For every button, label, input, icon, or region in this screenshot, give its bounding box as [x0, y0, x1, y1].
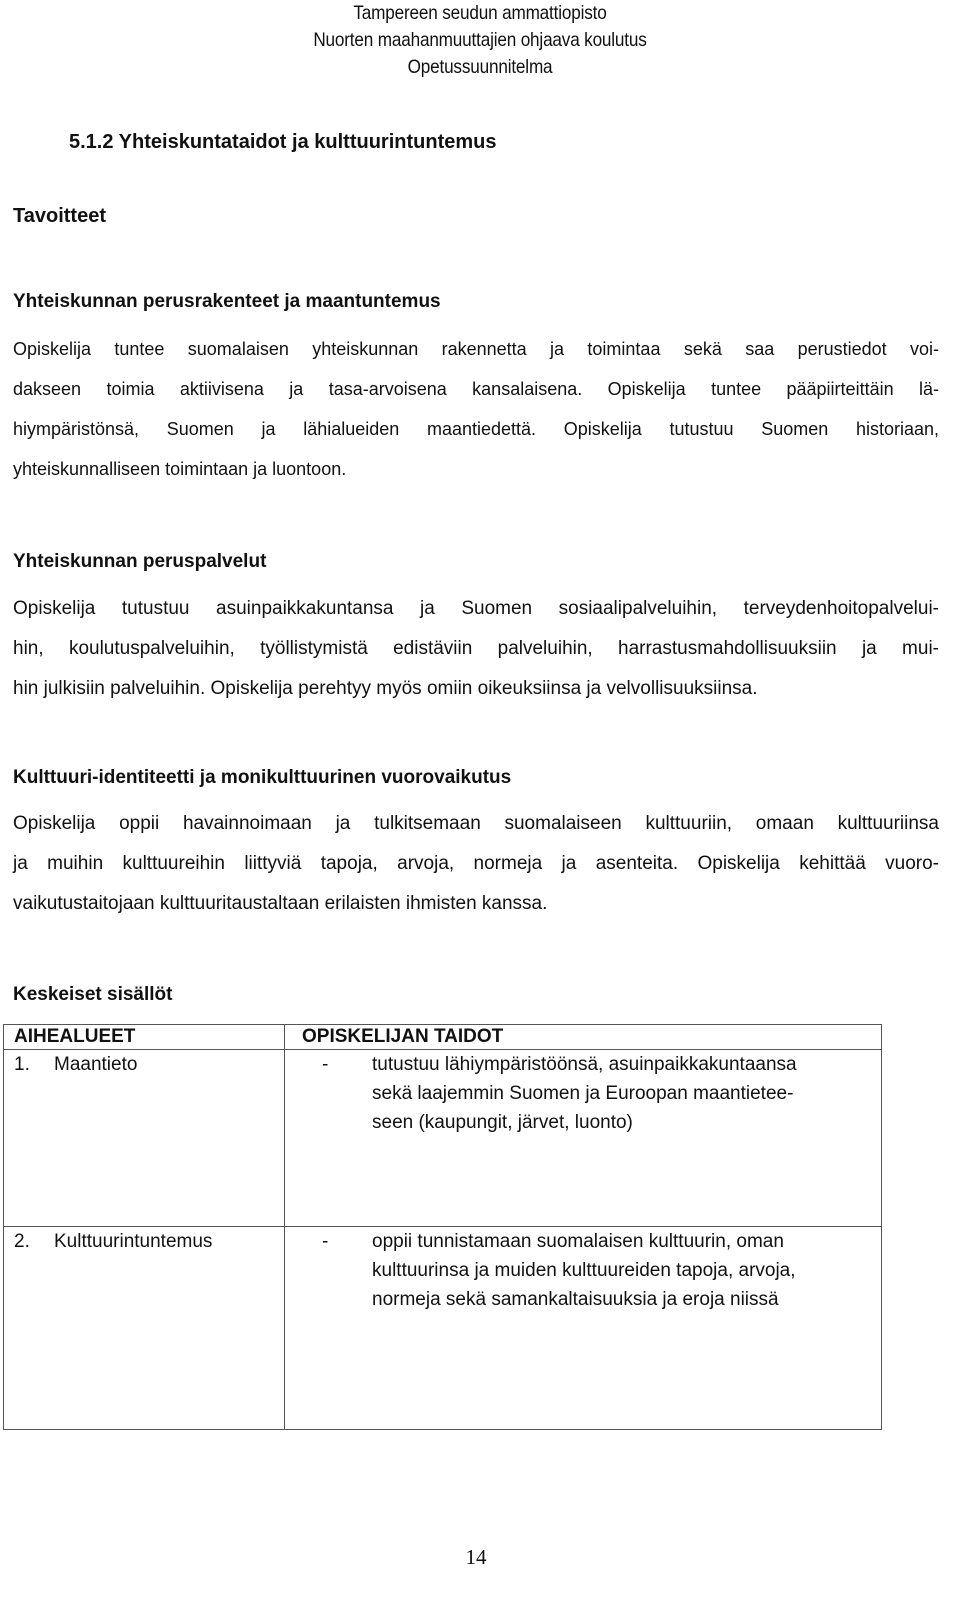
paragraph-basic-services [13, 589, 939, 709]
paragraph-line: Opiskelija oppii havainnoimaan ja tulkitsemaan suomalaiseen kulttuuriin, omaan kulttuuriinsa [13, 813, 939, 834]
table-row [4, 1226, 882, 1429]
topic-name: Maantieto [54, 1054, 138, 1076]
table-header-topics: AIHEALUEET [4, 1025, 285, 1050]
skill-item [285, 1050, 881, 1137]
skills-cell [285, 1050, 882, 1227]
topic-cell [4, 1050, 285, 1227]
contents-table [3, 1024, 882, 1430]
header-institution: Tampereen seudun ammattiopisto [353, 2, 607, 24]
header-document-type: Opetussuunnitelma [407, 56, 553, 78]
paragraph-line: yhteiskunnalliseen toimintaan ja luontoon. [13, 459, 347, 479]
skill-line: normeja sekä samankaltaisuuksia ja eroja niissä [372, 1288, 779, 1310]
skill-item [285, 1227, 881, 1314]
skill-line: seen (kaupungit, järvet, luonto) [372, 1112, 633, 1134]
paragraph-line: ja muihin kulttuureihin liittyviä tapoja, arvoja, normeja ja asenteita. Opiskelija kehittää vuoro- [13, 853, 939, 874]
goals-heading: Tavoitteet [13, 205, 106, 227]
subheading-cultural-identity: Kulttuuri-identiteetti ja monikulttuurinen vuorovaikutus [13, 767, 512, 788]
header-program: Nuorten maahanmuuttajien ohjaava koulutus [313, 29, 647, 51]
table-header-skills: OPISKELIJAN TAIDOT [285, 1025, 882, 1050]
paragraph-line: hin, koulutuspalveluihin, työllistymistä edistäviin palveluihin, harrastusmahdollisuuksiin ja mui- [13, 638, 939, 659]
topic-name: Kulttuurintuntemus [54, 1230, 213, 1252]
topic-number: 2. [14, 1230, 30, 1252]
topic-number: 1. [14, 1054, 30, 1076]
subheading-basic-services: Yhteiskunnan peruspalvelut [13, 551, 267, 572]
paragraph-line: vaikutustaitojaan kulttuuritaustaltaan erilaisten ihmisten kanssa. [13, 893, 548, 914]
skill-line: oppii tunnistamaan suomalaisen kulttuurin, oman [372, 1230, 784, 1252]
paragraph-line: hin julkisiin palveluihin. Opiskelija perehtyy myös omiin oikeuksiinsa ja velvollisuuksiinsa. [13, 678, 758, 699]
paragraph-line: Opiskelija tutustuu asuinpaikkakuntansa ja Suomen sosiaalipalveluihin, terveydenhoitopalvelui- [13, 598, 939, 619]
paragraph-basic-structures [13, 329, 939, 489]
paragraph-cultural-identity [13, 804, 939, 924]
paragraph-line: Opiskelija tuntee suomalaisen yhteiskunnan rakennetta ja toimintaa sekä saa perustiedot voi- [13, 339, 939, 359]
skills-cell [285, 1226, 882, 1429]
topic-cell [4, 1226, 285, 1429]
section-title: 5.1.2 Yhteiskuntataidot ja kulttuurintuntemus [69, 131, 497, 153]
page-number-text: 14 [465, 1545, 487, 1569]
subheading-basic-structures: Yhteiskunnan perusrakenteet ja maantuntemus [13, 291, 441, 312]
paragraph-line: dakseen toimia aktiivisena ja tasa-arvoisena kansalaisena. Opiskelija tuntee pääpiirteittäin lä- [13, 379, 939, 399]
page-number [0, 1545, 960, 1570]
list-dash: - [322, 1230, 329, 1252]
skill-line: tutustuu lähiympäristöönsä, asuinpaikkakuntaansa [372, 1054, 797, 1076]
table-row [4, 1050, 882, 1227]
paragraph-line: hiympäristönsä, Suomen ja lähialueiden maantiedettä. Opiskelija tutustuu Suomen historiaan, [13, 419, 939, 439]
table-header-row [4, 1025, 882, 1050]
page-header [260, 0, 700, 81]
skill-line: kulttuurinsa ja muiden kulttuureiden tapoja, arvoja, [372, 1259, 796, 1281]
list-dash: - [322, 1054, 329, 1076]
skill-line: sekä laajemmin Suomen ja Euroopan maantietee- [372, 1083, 794, 1105]
core-contents-heading: Keskeiset sisällöt [13, 984, 173, 1005]
